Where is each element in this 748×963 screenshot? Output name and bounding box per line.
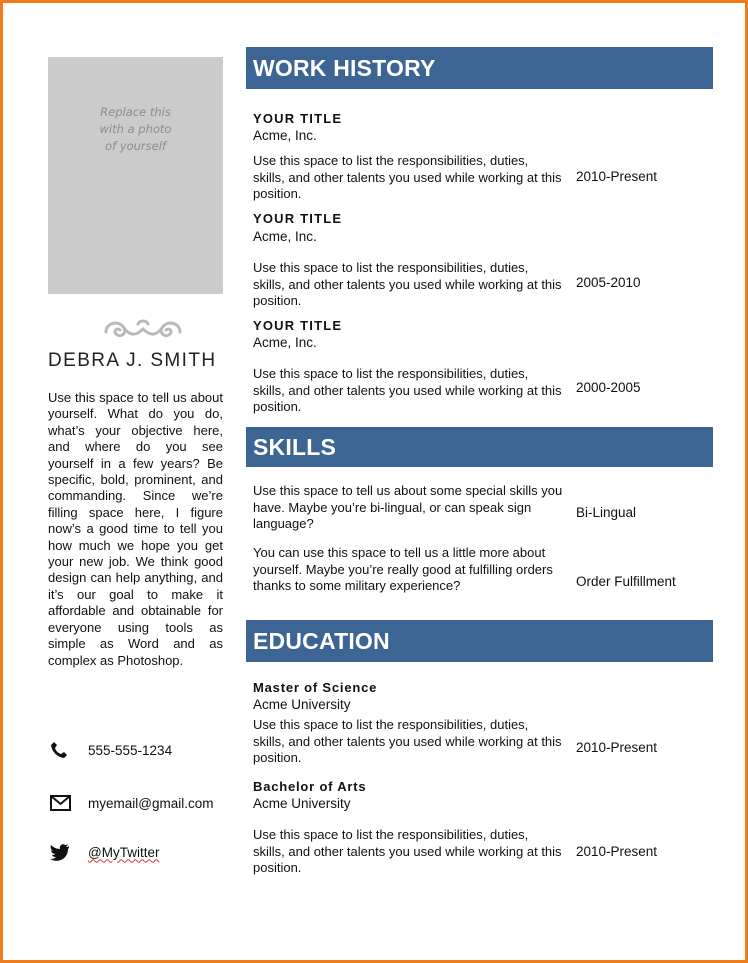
job-title: YOUR TITLE xyxy=(253,111,343,126)
school-name: Acme University xyxy=(253,796,351,811)
degree-name: Bachelor of Arts xyxy=(253,779,367,794)
education-heading: EDUCATION xyxy=(246,620,713,662)
twitter-handle: @MyTwitter xyxy=(88,844,160,860)
school-name: Acme University xyxy=(253,697,351,712)
job-title: YOUR TITLE xyxy=(253,211,343,226)
education-description: Use this space to list the responsibilities, duties, skills, and other talents you used while working at this position. xyxy=(253,827,562,875)
email-address: myemail@gmail.com xyxy=(88,795,214,811)
job-dates: 2000-2005 xyxy=(576,380,641,395)
envelope-icon xyxy=(50,793,74,813)
skill-description: Use this space to tell us about some special skills you have. Maybe you’re bi-lingual, or can speak sign language? xyxy=(253,483,563,531)
skills-heading: SKILLS xyxy=(246,427,713,467)
skill-description: You can use this space to tell us a little more about yourself. Maybe you’re really good at fulfilling orders thanks to some military experience? xyxy=(253,545,553,593)
company-name: Acme, Inc. xyxy=(253,128,317,143)
phone-icon xyxy=(50,740,74,760)
photo-placeholder[interactable] xyxy=(48,57,223,294)
education-dates: 2010-Present xyxy=(576,844,658,859)
education-description: Use this space to list the responsibilities, duties, skills, and other talents you used while working at this position. xyxy=(253,717,562,765)
contact-twitter xyxy=(50,842,160,862)
phone-number: 555-555-1234 xyxy=(88,742,173,758)
contact-email xyxy=(50,793,214,813)
twitter-bird-icon xyxy=(50,842,74,862)
education-dates: 2010-Present xyxy=(576,740,658,755)
skill-name: Order Fulfillment xyxy=(576,574,676,589)
company-name: Acme, Inc. xyxy=(253,335,317,350)
flourish-ornament-icon xyxy=(98,314,188,344)
work-history-heading: WORK HISTORY xyxy=(246,47,713,89)
job-dates: 2005-2010 xyxy=(576,275,641,290)
degree-name: Master of Science xyxy=(253,680,378,695)
photo-placeholder-text: Replace this with a photo of yourself xyxy=(99,105,172,153)
contact-phone xyxy=(50,740,173,760)
about-paragraph: Use this space to tell us about yourself. What do you do, what’s your objective here, and where do you see yourself in a few years? Be specific, bold, prominent, and commanding. Since we’re filling space here, I figure now’s a good time to tell you how much we hope you get your new job. We think good design can help anything, and it’s our goal to make it affordable and obtainable for everyone using tools as simple as Word and as complex as Photoshop. xyxy=(48,390,223,668)
skill-name: Bi-Lingual xyxy=(576,505,637,520)
company-name: Acme, Inc. xyxy=(253,229,317,244)
candidate-name: DEBRA J. SMITH xyxy=(48,350,217,371)
job-title: YOUR TITLE xyxy=(253,318,343,333)
job-dates: 2010-Present xyxy=(576,169,658,184)
job-description: Use this space to list the responsibilities, duties, skills, and other talents you used while working at this position. xyxy=(253,153,562,201)
job-description: Use this space to list the responsibilities, duties, skills, and other talents you used while working at this position. xyxy=(253,260,562,308)
job-description: Use this space to list the responsibilities, duties, skills, and other talents you used while working at this position. xyxy=(253,366,562,414)
